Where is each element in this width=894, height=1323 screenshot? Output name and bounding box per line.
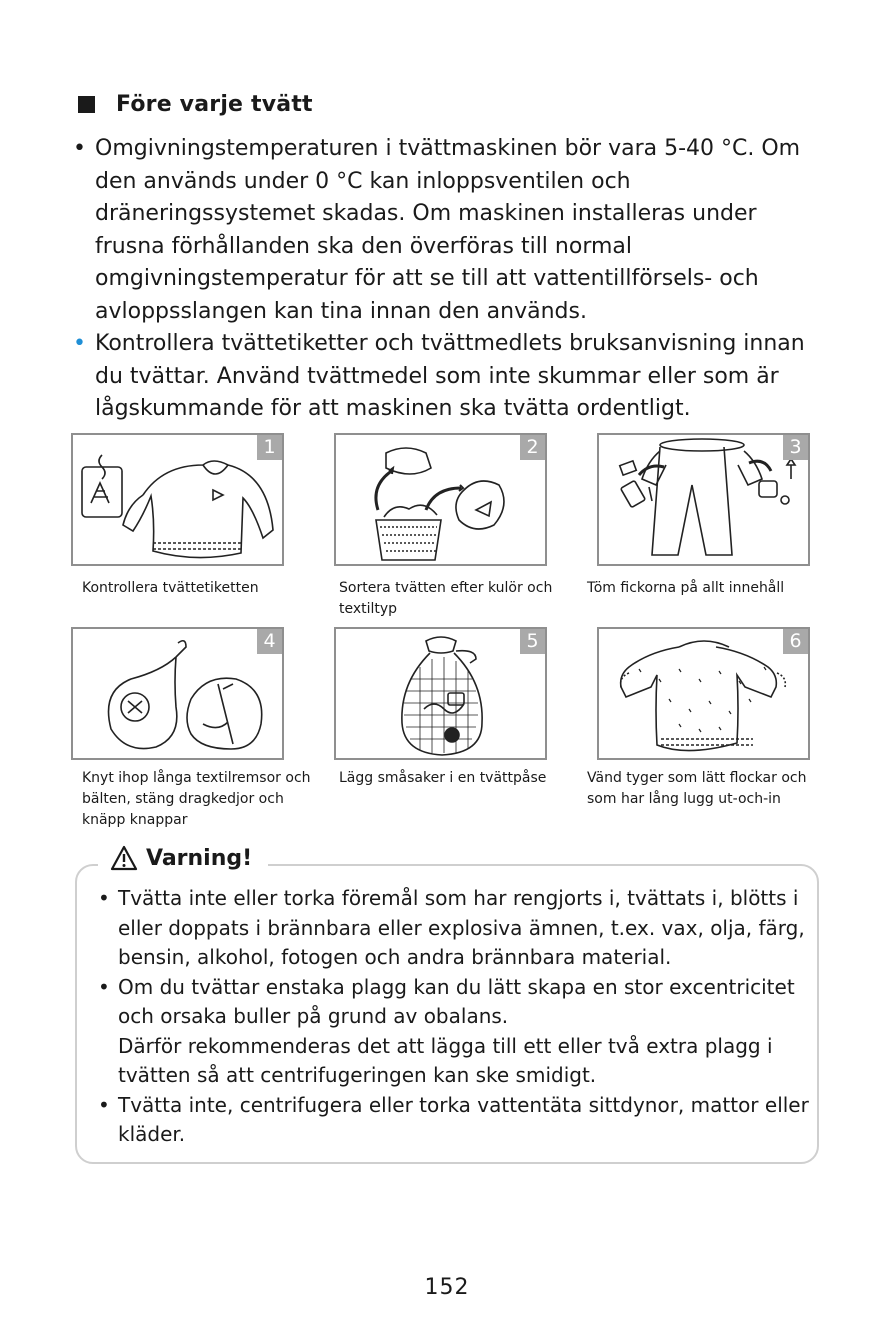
bullet-dot-icon: • [98, 886, 110, 910]
list-item-text: Kontrollera tvättetiketter och tvättmedlets bruksanvisning innan du tvättar. Använd tvättmedel som inte skummar eller som är lågskummande för att maskinen ska tvätta ordentligt. [95, 331, 805, 421]
panel-caption: Sortera tvätten efter kulör och textiltyp [339, 580, 553, 617]
warning-item-text: Tvätta inte eller torka föremål som har rengjorts i, tvättats i, blötts i eller doppats i brännbara eller explosiva ämnen, t.ex. vax, olja, färg, bensin, alkohol, fotogen och andra brännbara material. [118, 886, 805, 969]
panel-number: 3 [783, 435, 808, 460]
bullet-dot-icon: • [73, 136, 86, 161]
sorting-laundry-basket-icon [336, 435, 545, 564]
panel-number: 6 [783, 629, 808, 654]
empty-pockets-trousers-icon [599, 435, 808, 564]
warning-triangle-icon [110, 845, 138, 871]
illustration-panel-2 [334, 433, 547, 566]
sweater-care-label-icon [73, 435, 282, 564]
list-item-text: Omgivningstemperaturen i tvättmaskinen bör vara 5-40 °C. Om den används under 0 °C kan inloppsventilen och dräneringssystemet skadas. Om maskinen installeras under frusna förhållanden ska den överföras till normal omgivningstemperatur för att se till att vattentillförsels- och avloppsslangen kan tina innan den används. [95, 136, 801, 324]
panel-number: 1 [257, 435, 282, 460]
bullet-dot-icon: • [98, 1092, 110, 1117]
square-bullet-icon [78, 96, 95, 113]
fluffy-sweater-icon [599, 629, 808, 762]
warning-item [96, 884, 811, 973]
warning-item-text: Tvätta inte, centrifugera eller torka vattentäta sittdynor, mattor eller kläder. [118, 1092, 809, 1146]
panel-number: 5 [520, 629, 545, 654]
warning-item [96, 973, 811, 1091]
section-title: Före varje tvätt [116, 92, 313, 117]
illustration-panel-5 [334, 627, 547, 760]
warning-list [96, 884, 811, 1150]
panel-caption: Lägg småsaker i en tvättpåse [339, 770, 547, 786]
list-item [70, 133, 820, 328]
illustration-panel-4 [71, 627, 284, 760]
list-item [70, 328, 820, 426]
laundry-bag-icon [336, 629, 545, 762]
panel-number: 2 [520, 435, 545, 460]
bullet-dot-icon: • [73, 331, 86, 356]
section-heading [78, 92, 313, 117]
illustration-panel-3 [597, 433, 810, 566]
panel-caption: Knyt ihop långa textilremsor och bälten, stäng dragkedjor och knäpp knappar [82, 770, 311, 828]
panel-number: 4 [257, 629, 282, 654]
page-number: 152 [424, 1275, 470, 1300]
warning-item-text: Om du tvättar enstaka plagg kan du lätt skapa en stor excentricitet och orsaka buller på grund av obalans. Därför rekommenderas det att lägga till ett eller två extra plagg i tvätten så att centrifugeringen kan ske smidigt. [118, 974, 795, 1087]
tie-zip-button-icon [73, 629, 282, 762]
illustration-panel-6 [597, 627, 810, 760]
panel-caption: Kontrollera tvättetiketten [82, 580, 259, 596]
illustration-panel-1 [71, 433, 284, 566]
bullet-dot-icon: • [98, 974, 110, 999]
panel-caption: Vänd tyger som lätt flockar och som har lång lugg ut-och-in [587, 770, 807, 807]
warning-item [96, 1091, 811, 1150]
instruction-list [70, 133, 820, 426]
warning-title: Varning! [146, 845, 253, 871]
panel-caption: Töm fickorna på allt innehåll [587, 580, 785, 596]
warning-heading [98, 845, 268, 871]
